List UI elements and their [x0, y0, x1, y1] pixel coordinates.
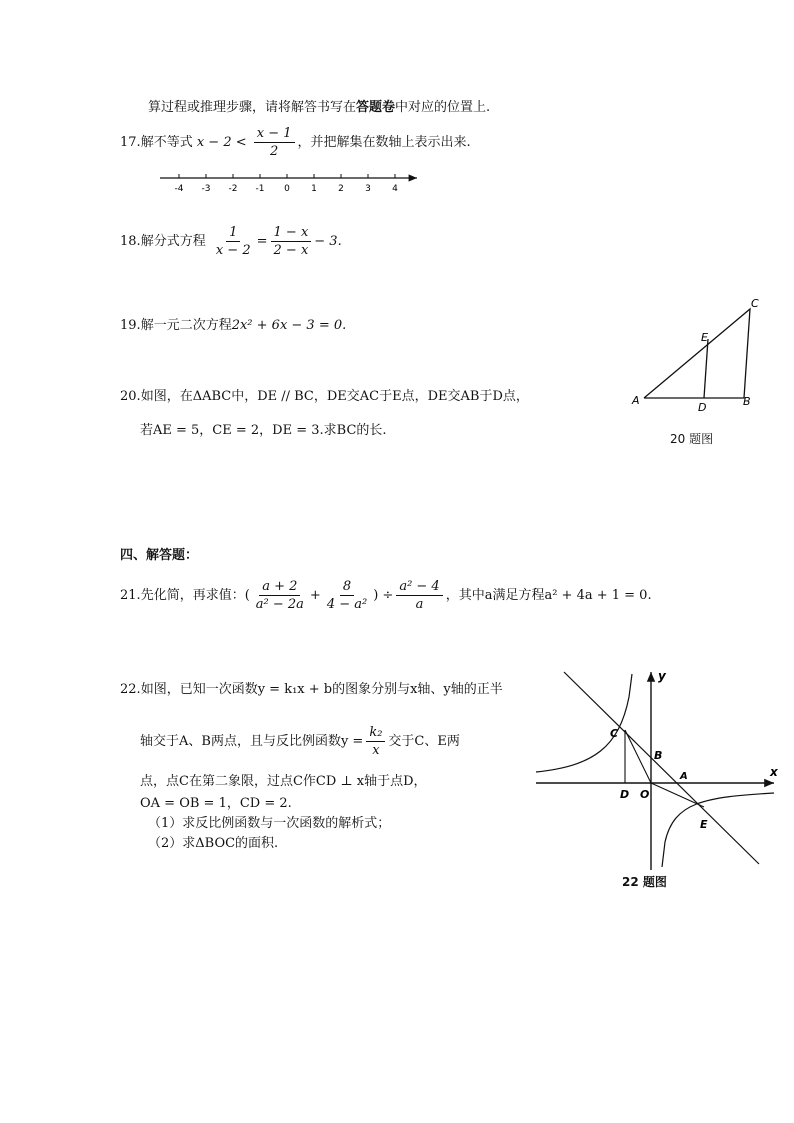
label-d: D [620, 788, 630, 801]
section-4-title: 四、解答题： [120, 548, 199, 563]
segment-co [625, 730, 651, 783]
triangle-abc [644, 309, 750, 398]
label-a: A [632, 394, 640, 407]
question-22-line-1 [120, 680, 503, 700]
question-21 [120, 576, 652, 616]
number-line [155, 168, 430, 198]
question-17 [120, 124, 471, 162]
q22-text-2a: 轴交于A、B两点，且与反比例函数y = [140, 734, 364, 749]
q21-text: 先化简，再求值：( [140, 588, 250, 603]
q20-number: 20. [120, 389, 141, 404]
number-line-label: 4 [392, 184, 398, 194]
intro-bold: 答题卷 [356, 100, 396, 115]
number-line-label: -1 [255, 184, 265, 194]
label-a: A [680, 771, 688, 782]
number-line-label: 3 [365, 184, 371, 194]
intro-line [148, 98, 490, 118]
question-19 [120, 316, 346, 336]
q17-tail: ，并把解集在数轴上表示出来. [297, 135, 471, 150]
hyperbola-branch-2 [536, 674, 632, 772]
q21-plus: + [309, 588, 321, 603]
q21-fraction-2: $\frac{8}{\text{4 − a²}}$ [326, 579, 368, 612]
intro-tail: 中对应的位置上. [395, 100, 491, 115]
q17-number: 17. [120, 135, 141, 150]
q22-text-2b: 交于C、E两 [388, 734, 460, 749]
label-y-axis: y [658, 669, 666, 683]
q19-number: 19. [120, 318, 141, 333]
hyperbola-branch-4 [662, 793, 774, 867]
q21-fraction-1: $\frac{a + 2}{\text{a² − 2a}}$ [255, 579, 304, 612]
figure-20 [628, 292, 768, 422]
figure-22 [534, 662, 784, 877]
label-c: C [751, 297, 759, 310]
q19-equation: 2x² + 6x − 3 = 0. [231, 318, 347, 333]
question-20-line-2: 若AE = 5，CE = 2，DE = 3.求BC的长. [140, 423, 387, 438]
q21-divide: ) ÷ [373, 588, 394, 603]
label-d: D [698, 401, 707, 414]
q17-lhs: x − 2 < [196, 135, 247, 150]
q22-text-1: 如图，已知一次函数y = k₁x + b的图象分别与x轴、y轴的正半 [140, 682, 503, 697]
q21-tail: ，其中a满足方程a² + 4a + 1 = 0. [445, 588, 652, 603]
figure-22-caption: 22 题图 [622, 875, 667, 889]
question-22-part-2: （2）求ΔBOC的面积. [148, 836, 279, 851]
question-22-part-1: （1）求反比例函数与一次函数的解析式； [148, 816, 391, 831]
q18-equals: = [256, 234, 268, 249]
q18-tail: − 3. [314, 234, 342, 249]
q22-number: 22. [120, 682, 141, 697]
q18-text: 解分式方程 [140, 234, 206, 249]
q18-number: 18. [120, 234, 141, 249]
q19-text: 解一元二次方程 [140, 318, 232, 333]
number-line-label: -2 [228, 184, 238, 194]
q21-number: 21. [120, 588, 141, 603]
q20-text-1: 如图，在ΔABC中，DE // BC，DE交AC于E点，DE交AB于D点， [140, 389, 529, 404]
number-line-label: 0 [284, 184, 290, 194]
q18-fraction-2: $\frac{1 - x}{2 - x}$ [271, 224, 312, 259]
number-line-label: -3 [201, 184, 211, 194]
q22-fraction: $\frac{\text{k₂}}{x}$ [366, 724, 385, 759]
number-line-label: 1 [311, 184, 317, 194]
q18-fraction-1: $\frac{1}{x - 2}$ [215, 225, 251, 258]
q21-fraction-3: $\frac{\text{a² − 4}}{a}$ [396, 578, 442, 613]
figure-20-caption: 20 题图 [670, 432, 714, 446]
segment-oe [651, 783, 704, 807]
question-22-line-2 [140, 722, 460, 762]
label-x-axis: x [770, 765, 778, 779]
label-o: O [640, 788, 650, 801]
label-c: C [610, 727, 619, 740]
question-22-line-3: 点，点C在第二象限，过点C作CD ⊥ x轴于点D， [140, 774, 427, 789]
intro-text: 算过程或推理步骤，请将解答书写在 [148, 100, 357, 115]
question-20-line-1 [120, 387, 529, 407]
label-e: E [701, 331, 708, 344]
label-e: E [700, 818, 708, 831]
number-line-label: 2 [338, 184, 344, 194]
linear-function-line [564, 672, 759, 864]
label-b: B [743, 395, 751, 408]
q17-fraction: $\frac{x - 1}{2}$ [254, 125, 295, 160]
label-b: B [654, 749, 663, 762]
number-line-label: -4 [174, 184, 184, 194]
question-18 [120, 222, 342, 262]
question-22-line-4: OA = OB = 1，CD = 2. [140, 796, 292, 811]
q17-text: 解不等式 [140, 135, 193, 150]
